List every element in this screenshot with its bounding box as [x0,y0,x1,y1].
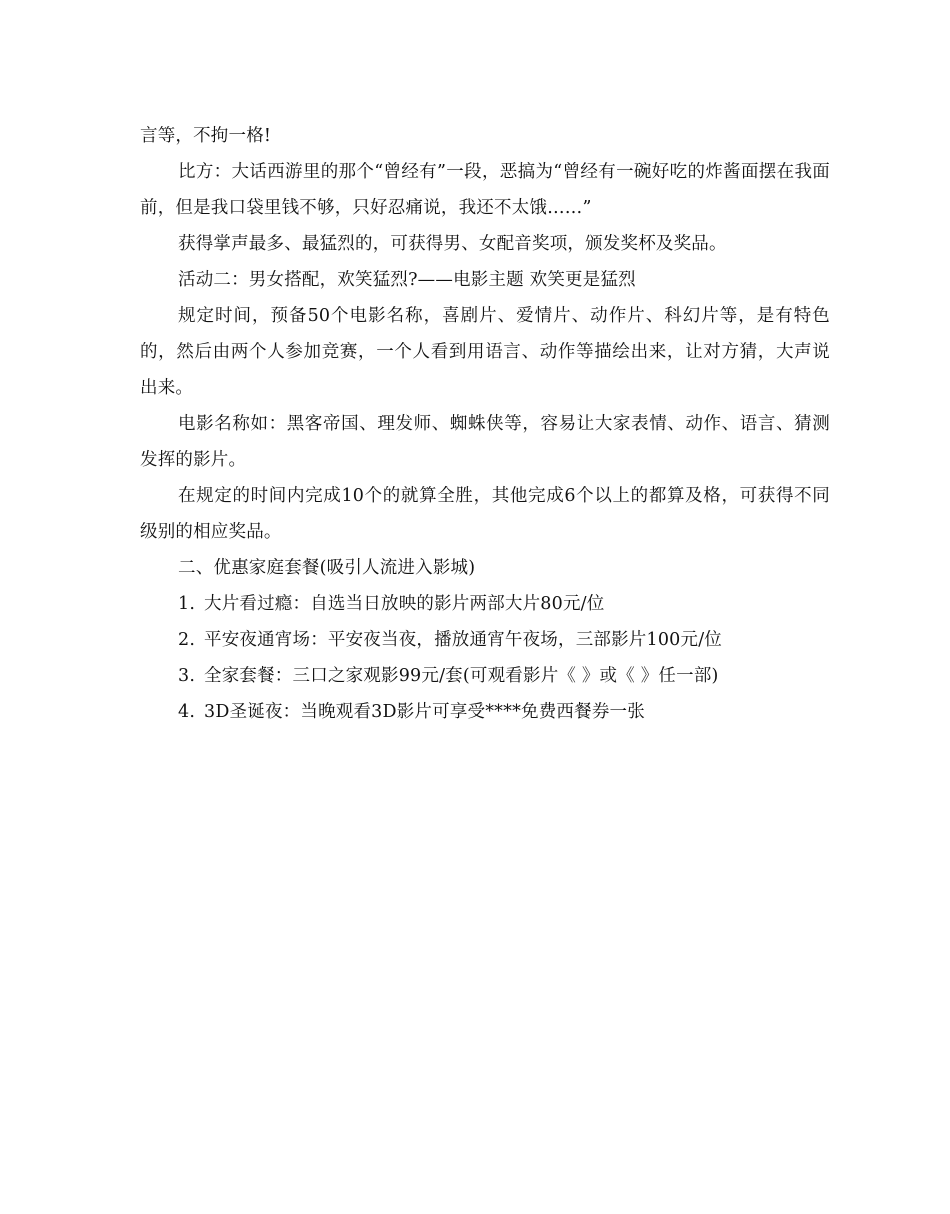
list-item-text: 全家套餐：三口之家观影99元/套(可观看影片《 》或《 》任一部) [204,666,719,686]
list-item-number: 2. [178,630,196,650]
paragraph-award: 获得掌声最多、最猛烈的，可获得男、女配音奖项，颁发奖杯及奖品。 [178,234,727,254]
list-item-text: 平安夜通宵场：平安夜当夜，播放通宵午夜场，三部影片100元/位 [204,630,722,650]
paragraph-continuation: 言等，不拘一格! [140,126,272,146]
paragraph-activity-two-title: 活动二：男女搭配，欢笑猛烈?——电影主题 欢笑更是猛烈 [178,270,636,290]
list-item-text: 大片看过瘾：自选当日放映的影片两部大片80元/位 [204,594,605,614]
paragraph-movie-examples: 电影名称如：黑客帝国、理发师、蜘蛛侠等，容易让大家表情、动作、语言、猜测发挥的影片。 [140,414,830,470]
list-item-number: 1. [178,594,196,614]
list-item-text: 3D圣诞夜：当晚观看3D影片可享受****免费西餐券一张 [204,702,645,722]
list-item [140,586,830,622]
document-body [140,118,830,730]
package-list [140,586,830,730]
paragraph-rules: 规定时间，预备50个电影名称，喜剧片、爱情片、动作片、科幻片等，是有特色的，然后由两个人参加竞赛，一个人看到用语言、动作等描绘出来，让对方猜，大声说出来。 [140,306,830,398]
list-item-number: 3. [178,666,196,686]
paragraph-scoring: 在规定的时间内完成10个的就算全胜，其他完成6个以上的都算及格，可获得不同级别的相应奖品。 [140,486,830,542]
list-item [140,622,830,658]
paragraph-example: 比方：大话西游里的那个“曾经有”一段，恶搞为“曾经有一碗好吃的炸酱面摆在我面前，但是我口袋里钱不够，只好忍痛说，我还不太饿……” [140,162,830,218]
list-item [140,694,830,730]
list-item [140,658,830,694]
section-heading-family-package: 二、优惠家庭套餐(吸引人流进入影城) [178,558,476,578]
list-item-number: 4. [178,702,196,722]
